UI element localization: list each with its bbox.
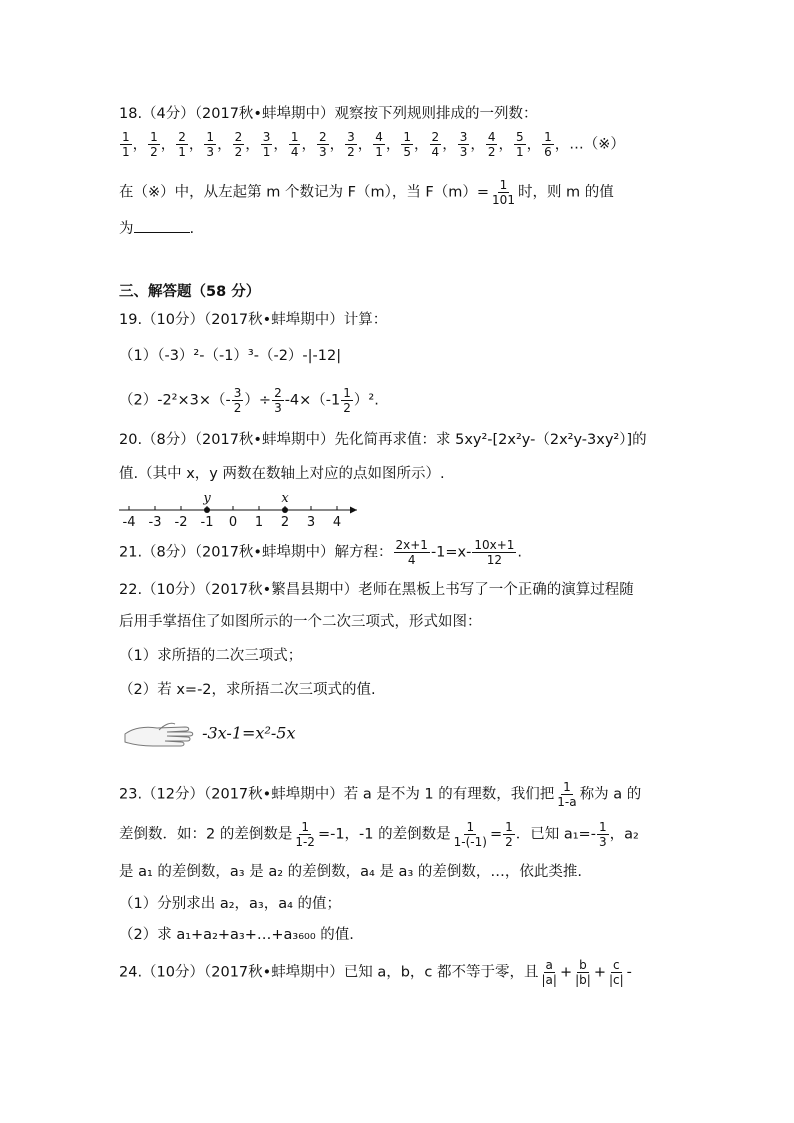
numerator: b xyxy=(579,958,587,972)
q22-part2: （2）若 x=-2，求所捂二次三项式的值. xyxy=(119,682,376,698)
q23-text: ，a₂ xyxy=(609,826,639,843)
numerator: 2 xyxy=(274,386,282,400)
denominator: 1 xyxy=(178,145,186,159)
denominator: 2 xyxy=(487,145,496,159)
q18-line3 xyxy=(119,178,614,207)
denominator: 2 xyxy=(343,401,351,415)
separator: ， xyxy=(245,136,260,153)
denominator: 4 xyxy=(431,145,440,159)
q23-text: =-1，-1 的差倒数是 xyxy=(317,826,451,843)
denominator: 1-2 xyxy=(295,835,315,849)
tick-label: -1 xyxy=(200,515,214,530)
tick-label: 1 xyxy=(254,515,264,530)
q18-text: 时，则 m 的值 xyxy=(517,184,614,201)
fraction xyxy=(472,538,516,567)
denominator: 1 xyxy=(122,145,130,159)
denominator: 2 xyxy=(150,145,158,159)
numerator: 4 xyxy=(375,130,383,144)
denominator: 3 xyxy=(318,145,327,159)
separator: ， xyxy=(160,136,176,153)
numerator: 3 xyxy=(459,130,468,144)
denominator: 2 xyxy=(505,835,513,849)
numerator: 5 xyxy=(515,130,524,144)
denominator: 3 xyxy=(206,145,215,159)
sequence-fraction xyxy=(148,130,160,159)
q19-part2 xyxy=(119,386,379,415)
answer-blank[interactable] xyxy=(134,218,190,233)
denominator: 2 xyxy=(233,401,242,415)
numerator: 2x+1 xyxy=(395,538,428,552)
q23-text: ．已知 a₁=- xyxy=(515,826,596,843)
denominator: 5 xyxy=(403,145,412,159)
numerator: 1 xyxy=(466,820,475,834)
numerator: 1 xyxy=(505,820,513,834)
sequence-fraction xyxy=(120,130,132,159)
q19-head: 19.（10分）（2017秋•蚌埠期中）计算： xyxy=(119,312,388,328)
separator: ， xyxy=(217,136,232,153)
q23-text: 称为 a 的 xyxy=(579,786,642,803)
numerator: 1 xyxy=(563,780,571,794)
q22-line1: 22.（10分）（2017秋•繁昌县期中）老师在黑板上书写了一个正确的演算过程随 xyxy=(119,582,634,598)
denominator: 2 xyxy=(347,145,355,159)
tick-label: -4 xyxy=(122,515,136,530)
separator: ， xyxy=(554,136,570,153)
denominator: 3 xyxy=(459,145,468,159)
denominator: 1 xyxy=(515,145,524,159)
equation: -3x-1=x²-5x xyxy=(202,723,296,743)
point-label-x: x xyxy=(281,491,289,506)
fraction xyxy=(490,178,517,207)
sequence-fraction xyxy=(514,130,526,159)
denominator: 101 xyxy=(492,193,515,207)
numerator: 1 xyxy=(206,130,215,144)
q19-text: -4×（-1 xyxy=(284,392,341,409)
point-x xyxy=(282,507,288,513)
separator: ， xyxy=(329,136,345,153)
denominator: |b| xyxy=(575,973,591,987)
separator: ， xyxy=(273,136,288,153)
sequence-fraction xyxy=(542,130,554,159)
numerator: 3 xyxy=(233,386,242,400)
q19-part1: （1）（-3）²-（-1）³-（-2）-|-12| xyxy=(119,348,342,364)
q20-line1: 20.（8分）（2017秋•蚌埠期中）先化简再求值：求 5xy²-[2x²y-（2x²y-3xy²）]的 xyxy=(119,432,647,448)
numerator: a xyxy=(545,958,553,972)
sequence-fraction xyxy=(261,130,273,159)
separator: ， xyxy=(188,136,204,153)
numerator: 1 xyxy=(499,178,508,192)
q21-text: -1=x- xyxy=(430,544,472,561)
q19-text: （2）-2²×3×（- xyxy=(119,392,231,409)
sequence-fraction xyxy=(289,130,301,159)
separator: ， xyxy=(442,136,457,153)
sequence-fraction xyxy=(458,130,470,159)
denominator: 6 xyxy=(544,145,552,159)
sequence-tail: …（※） xyxy=(569,136,625,153)
denominator: 1 xyxy=(375,145,383,159)
fraction xyxy=(293,820,317,849)
tick-label: 2 xyxy=(280,515,290,530)
q22-part1: （1）求所捂的二次三项式； xyxy=(119,648,303,664)
numerator: 1 xyxy=(598,820,607,834)
axis-arrow xyxy=(350,507,357,514)
numerator: 2 xyxy=(318,130,327,144)
denominator: |a| xyxy=(541,973,557,987)
numerator: 1 xyxy=(122,130,130,144)
q18-sequence xyxy=(119,130,625,159)
numerator: 2 xyxy=(234,130,243,144)
q23-part2: （2）求 a₁+a₂+a₃+…+a₃₆₀₀ 的值. xyxy=(119,927,354,943)
q19-text: ）². xyxy=(353,392,379,409)
fraction xyxy=(540,958,559,987)
separator: ， xyxy=(414,136,429,153)
denominator: 12 xyxy=(486,553,503,567)
fraction xyxy=(452,820,489,849)
numerator: 2 xyxy=(431,130,440,144)
separator: ， xyxy=(385,136,401,153)
q18-head: 18.（4分）（2017秋•蚌埠期中）观察按下列规则排成的一列数： xyxy=(119,106,538,122)
denominator: 1-a xyxy=(557,795,577,809)
q24-text: - xyxy=(626,964,632,981)
denominator: |c| xyxy=(608,973,624,987)
sequence-fraction xyxy=(233,130,245,159)
fraction xyxy=(232,386,244,415)
separator: ， xyxy=(498,136,513,153)
denominator: 3 xyxy=(274,401,282,415)
numerator: 2 xyxy=(178,130,186,144)
q20-line2: 值.（其中 x，y 两数在数轴上对应的点如图所示）. xyxy=(119,466,445,482)
number-line xyxy=(119,488,359,532)
separator: ， xyxy=(357,136,373,153)
q24 xyxy=(119,958,632,987)
section-title: 三、解答题（58 分） xyxy=(119,284,261,300)
denominator: 1-(-1) xyxy=(453,835,487,849)
tick-label: -3 xyxy=(148,515,162,530)
q24-text: + xyxy=(593,964,606,981)
tick-label: -2 xyxy=(174,515,188,530)
sequence-fraction xyxy=(176,130,188,159)
hand-equation xyxy=(123,718,295,748)
numerator: 4 xyxy=(487,130,496,144)
q23-text: = xyxy=(489,826,503,843)
q18-text: 为 xyxy=(119,221,134,237)
q24-text: 24.（10分）（2017秋•蚌埠期中）已知 a，b，c 都不等于零，且 xyxy=(119,964,539,981)
q18-text: 在（※）中，从左起第 m 个数记为 F（m），当 F（m）= xyxy=(119,184,490,201)
q23-line2 xyxy=(119,820,639,849)
q23-part1: （1）分别求出 a₂，a₃，a₄ 的值； xyxy=(119,896,342,912)
denominator: 1 xyxy=(262,145,271,159)
sequence-fraction xyxy=(345,130,357,159)
tick-label: 3 xyxy=(306,515,316,530)
denominator: 3 xyxy=(598,835,607,849)
q24-text: + xyxy=(559,964,573,981)
sequence-fraction xyxy=(430,130,442,159)
sequence-fraction xyxy=(373,130,385,159)
numerator: 1 xyxy=(544,130,552,144)
sequence-fraction xyxy=(486,130,498,159)
separator: ， xyxy=(301,136,316,153)
tick-label: 0 xyxy=(228,515,238,530)
q18-line4 xyxy=(119,218,194,239)
fraction xyxy=(272,386,284,415)
numerator: 1 xyxy=(150,130,158,144)
point-label-y: y xyxy=(203,491,211,506)
numerator: 1 xyxy=(343,386,351,400)
denominator: 4 xyxy=(290,145,299,159)
q23-text: 差倒数．如：2 的差倒数是 xyxy=(119,826,293,843)
denominator: 2 xyxy=(234,145,243,159)
separator: ， xyxy=(470,136,485,153)
numerator: 1 xyxy=(301,820,309,834)
q21-text: 21.（8分）（2017秋•蚌埠期中）解方程： xyxy=(119,544,393,561)
sequence-fraction xyxy=(204,130,216,159)
fraction xyxy=(573,958,593,987)
numerator: 10x+1 xyxy=(474,538,515,552)
fraction xyxy=(341,386,353,415)
numerator: 3 xyxy=(347,130,355,144)
q18-text: . xyxy=(189,221,195,237)
fraction xyxy=(597,820,609,849)
separator: ， xyxy=(526,136,542,153)
sequence-fraction xyxy=(401,130,413,159)
q23-line3: 是 a₁ 的差倒数，a₃ 是 a₂ 的差倒数，a₄ 是 a₃ 的差倒数，…，依此类推. xyxy=(119,864,582,880)
hand-icon xyxy=(123,718,197,748)
numerator: 1 xyxy=(403,130,412,144)
q21-text: . xyxy=(517,544,523,561)
q23-text: 23.（12分）（2017秋•蚌埠期中）若 a 是不为 1 的有理数，我们把 xyxy=(119,786,555,803)
tick-label: 4 xyxy=(332,515,342,530)
sequence-fraction xyxy=(317,130,329,159)
separator: ， xyxy=(132,136,148,153)
fraction xyxy=(503,820,515,849)
q19-text: ）÷ xyxy=(244,392,272,409)
q23-line1 xyxy=(119,780,641,809)
numerator: c xyxy=(613,958,620,972)
fraction-sequence xyxy=(119,130,570,159)
point-y xyxy=(204,507,210,513)
fraction xyxy=(607,958,626,987)
q21 xyxy=(119,538,522,567)
denominator: 4 xyxy=(407,553,416,567)
numerator: 1 xyxy=(290,130,299,144)
q22-line2: 后用手掌捂住了如图所示的一个二次三项式，形式如图： xyxy=(119,614,482,630)
numerator: 3 xyxy=(262,130,271,144)
fraction xyxy=(555,780,578,809)
fraction xyxy=(394,538,430,567)
